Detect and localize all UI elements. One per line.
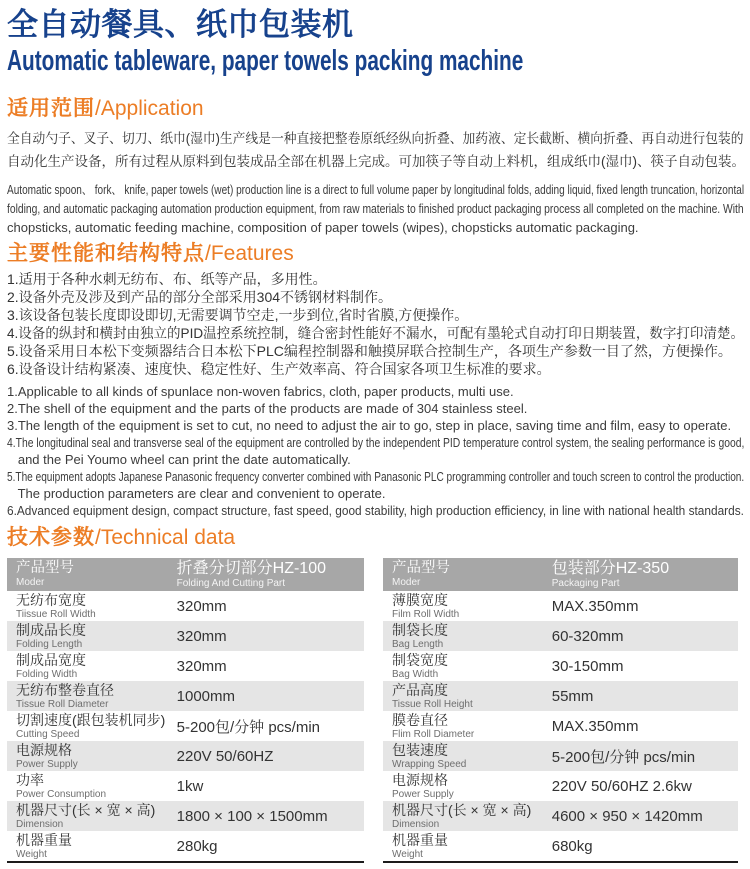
spec-label-zh: 薄膜宽度 [392,591,448,608]
spec-label-zh: 切割速度(跟包装机同步) [16,711,166,728]
spec-label-zh: 产品高度 [392,681,448,698]
spec-label-cell [383,621,552,651]
application-heading [7,96,744,122]
feature-item-zh: 1.适用于各种水刺无纺布、布、纸等产品，多用性。 [7,271,327,287]
header-label-cell [383,558,552,591]
spec-label-zh: 膜卷直径 [392,711,448,728]
feature-item-zh: 3.该设备包装长度即设即切,无需要调节空走,一步到位,省时省膜,方便操作。 [7,307,469,323]
spec-table-body [383,591,738,861]
spec-label-zh: 无纺布宽度 [16,591,86,608]
spec-label-cell [7,801,177,831]
text-line: Automatic spoon、 fork、 knife, paper towels (wet) production line is a direct to full volume paper by longitudinal folds, adding liquid, fixed length truncation, horizontal [7,182,745,197]
spec-label-cell [383,681,552,711]
spec-label-cell [383,711,552,741]
header-label-cell [7,558,177,591]
spec-table-body [7,591,364,861]
spec-label-en: Folding Length [16,638,83,650]
spec-row [383,681,738,711]
feature-item-en: 5.The equipment adopts Japanese Panasonic frequency converter combined with Panasonic PLC programming controller and touch screen to control the production. [7,469,745,484]
table-bottom-rule [383,861,738,863]
spec-row [7,711,364,741]
feature-item-en: 6.Advanced equipment design, compact structure, fast speed, good stability, high production efficiency, in line with national health standards. [7,503,744,518]
spec-label-en: Tissue Roll Height [392,698,473,710]
spec-row [383,741,738,771]
feature-item-zh: 2.设备外壳及涉及到产品的部分全部采用304不锈钢材料制作。 [7,289,393,305]
spec-value: 30-150mm [551,657,624,675]
page-title-en: Automatic tableware, paper towels packing machine [7,45,524,77]
spec-value: 1kw [176,777,204,795]
spec-label-en: Film Roll Width [392,608,460,620]
spec-label-cell [383,651,552,681]
spec-value: 320mm [176,657,227,675]
spec-value: MAX.350mm [551,717,639,735]
spec-label-en: Bag Length [392,638,444,650]
page-title-zh: 全自动餐具、纸巾包装机 [7,7,354,42]
spec-value: 220V 50/60HZ 2.6kw [551,777,692,795]
spec-label-en: Cutting Speed [16,728,80,740]
spec-row [7,741,364,771]
spec-label-cell [383,801,552,831]
spec-label-zh: 功率 [16,771,44,788]
features-heading-zh: 主要性能和结构特点 [7,242,205,265]
header-value-zh: 包装部分HZ-350 [551,560,670,577]
application-heading-en: Application [100,97,204,120]
header-value-cell [552,558,738,591]
header-value-cell [177,558,364,591]
features-heading [7,241,744,267]
feature-item-zh: 5.设备采用日本松下变频器结合日本松下PLC编程控制器和触摸屏联合控制生产，各项生产参数一目了然，方便操作。 [7,343,732,359]
spec-label-cell [7,621,177,651]
text-line: 自动化生产设备，所有过程从原料到包装成品全部在机器上完成。可加筷子等自动上料机，组成纸巾(湿巾)、筷子自动包装。 [7,154,745,169]
spec-label-cell [7,711,177,741]
header-label-zh: 产品型号 [392,560,450,576]
feature-item-zh: 6.设备设计结构紧凑、速度快、稳定性好、生产效率高、符合国家各项卫生标准的要求。 [7,361,551,377]
spec-row [383,591,738,621]
header-label-en: Moder [392,577,421,588]
features-heading-en: Features [210,242,294,265]
feature-item-en: 2.The shell of the equipment and the parts of the products are made of 304 stainless steel. [7,401,528,416]
spec-value: 4600 × 950 × 1420mm [551,807,703,825]
spec-value: 320mm [176,627,227,645]
spec-label-en: Dimension [392,818,440,830]
folding-cutting-table [7,558,364,863]
spec-label-zh: 包装速度 [392,741,448,758]
spec-row [7,651,364,681]
spec-label-en: Weight [16,848,47,860]
technical-heading-zh: 技术参数 [7,526,95,549]
heading-separator: / [95,97,101,120]
spec-row [383,621,738,651]
spec-label-zh: 机器尺寸(长 × 宽 × 高) [392,801,532,818]
spec-value: 220V 50/60HZ [176,747,274,765]
spec-label-zh: 电源规格 [392,771,448,788]
spec-label-en: Folding Width [16,668,78,680]
spec-label-zh: 制成品长度 [16,621,86,638]
spec-label-en: Power Supply [392,788,454,800]
spec-row [383,771,738,801]
spec-label-cell [7,651,177,681]
spec-row [7,831,364,861]
spec-row [383,711,738,741]
spec-label-en: Bag Width [392,668,439,680]
spec-label-en: Weight [392,848,423,860]
page-title-en-wrap [7,44,523,78]
spec-row [7,681,364,711]
header-value-zh: 折叠分切部分HZ-100 [176,560,326,577]
spec-label-zh: 电源规格 [16,741,72,758]
technical-section [7,525,744,863]
application-text-zh [7,127,744,173]
table-bottom-rule [7,861,364,863]
header-value-en: Folding And Cutting Part [176,578,286,589]
feature-item-en: and the Pei Youmo wheel can print the date automatically. [7,452,351,467]
heading-separator: / [205,242,211,265]
feature-item-en: 4.The longitudinal seal and transverse seal of the equipment are controlled by the independent PID temperature control system, the sealing performance is good, [7,435,745,450]
spec-row [383,831,738,861]
spec-value: 5-200包/分钟 pcs/min [176,718,321,736]
text-line: folding, and automatic packaging automation production equipment, from raw materials to finished product packaging process all completed on the machine. With [7,201,744,216]
technical-heading-en: Technical data [100,526,236,549]
spec-label-en: Power Consumption [16,788,107,800]
spec-label-zh: 制袋长度 [392,621,448,638]
spec-row [7,801,364,831]
feature-item-en: 3.The length of the equipment is set to cut, no need to adjust the air to go, step in place, saving time and film, easy to operate. [7,418,732,433]
spec-row [7,621,364,651]
header-value-en: Packaging Part [551,578,620,589]
application-heading-zh: 适用范围 [7,97,95,120]
features-list-zh [7,270,744,378]
spec-label-en: Dimension [16,818,64,830]
text-line: 全自动勺子、叉子、切刀、纸巾(湿巾)生产线是一种直接把整卷原纸经纵向折叠、加药液、定长截断、横向折叠、再自动进行包装的 [7,131,744,146]
spec-label-zh: 机器尺寸(长 × 宽 × 高) [16,801,156,818]
spec-label-zh: 无纺布整卷直径 [16,681,114,698]
spec-label-en: Flim Roll Diameter [392,728,475,740]
spec-label-cell [383,771,552,801]
header-label-en: Moder [16,577,45,588]
spec-value: 55mm [551,687,594,705]
feature-item-en: The production parameters are clear and convenient to operate. [7,486,386,501]
spec-label-zh: 机器重量 [392,831,448,848]
spec-label-zh: 制袋宽度 [392,651,448,668]
technical-heading [7,525,744,551]
spec-label-en: Tiissue Roll Width [16,608,96,620]
spec-value: 1000mm [176,687,235,705]
features-section [7,241,744,519]
spec-label-en: Wrapping Speed [392,758,467,770]
spec-value: 320mm [176,597,227,615]
spec-label-cell [7,591,177,621]
spec-label-cell [7,741,177,771]
spec-row [7,771,364,801]
spec-row [7,591,364,621]
spec-label-cell [383,831,552,861]
application-text-en [7,180,744,237]
packaging-table [383,558,738,863]
feature-item-en: 1.Applicable to all kinds of spunlace non-woven fabrics, cloth, paper products, multi use. [7,384,514,399]
spec-value: 60-320mm [551,627,624,645]
spec-label-cell [7,681,177,711]
features-list-en [7,383,744,519]
spec-value: 1800 × 100 × 1500mm [176,807,328,825]
spec-label-cell [7,831,177,861]
spec-label-cell [383,741,552,771]
spec-label-zh: 制成品宽度 [16,651,86,668]
spec-table-header [7,558,364,591]
spec-table-header [383,558,738,591]
spec-label-cell [7,771,177,801]
spec-label-en: Power Supply [16,758,78,770]
spec-label-zh: 机器重量 [16,831,72,848]
application-section [7,96,744,237]
feature-item-zh: 4.设备的纵封和横封由独立的PID温控系统控制，缝合密封性能好不漏水，可配有墨轮式自动打印日期装置，数字打印清楚。 [7,325,745,341]
header-label-zh: 产品型号 [16,560,74,576]
spec-tables [7,558,744,863]
spec-row [383,651,738,681]
spec-row [383,801,738,831]
spec-value: 5-200包/分钟 pcs/min [551,748,696,766]
spec-value: 280kg [176,837,218,855]
spec-label-cell [383,591,552,621]
spec-value: MAX.350mm [551,597,639,615]
spec-label-en: Tissue Roll Diameter [16,698,109,710]
spec-value: 680kg [551,837,593,855]
heading-separator: / [95,526,101,549]
text-line: chopsticks, automatic feeding machine, composition of paper towels (wipes), chopsticks automatic packaging. [7,220,639,235]
